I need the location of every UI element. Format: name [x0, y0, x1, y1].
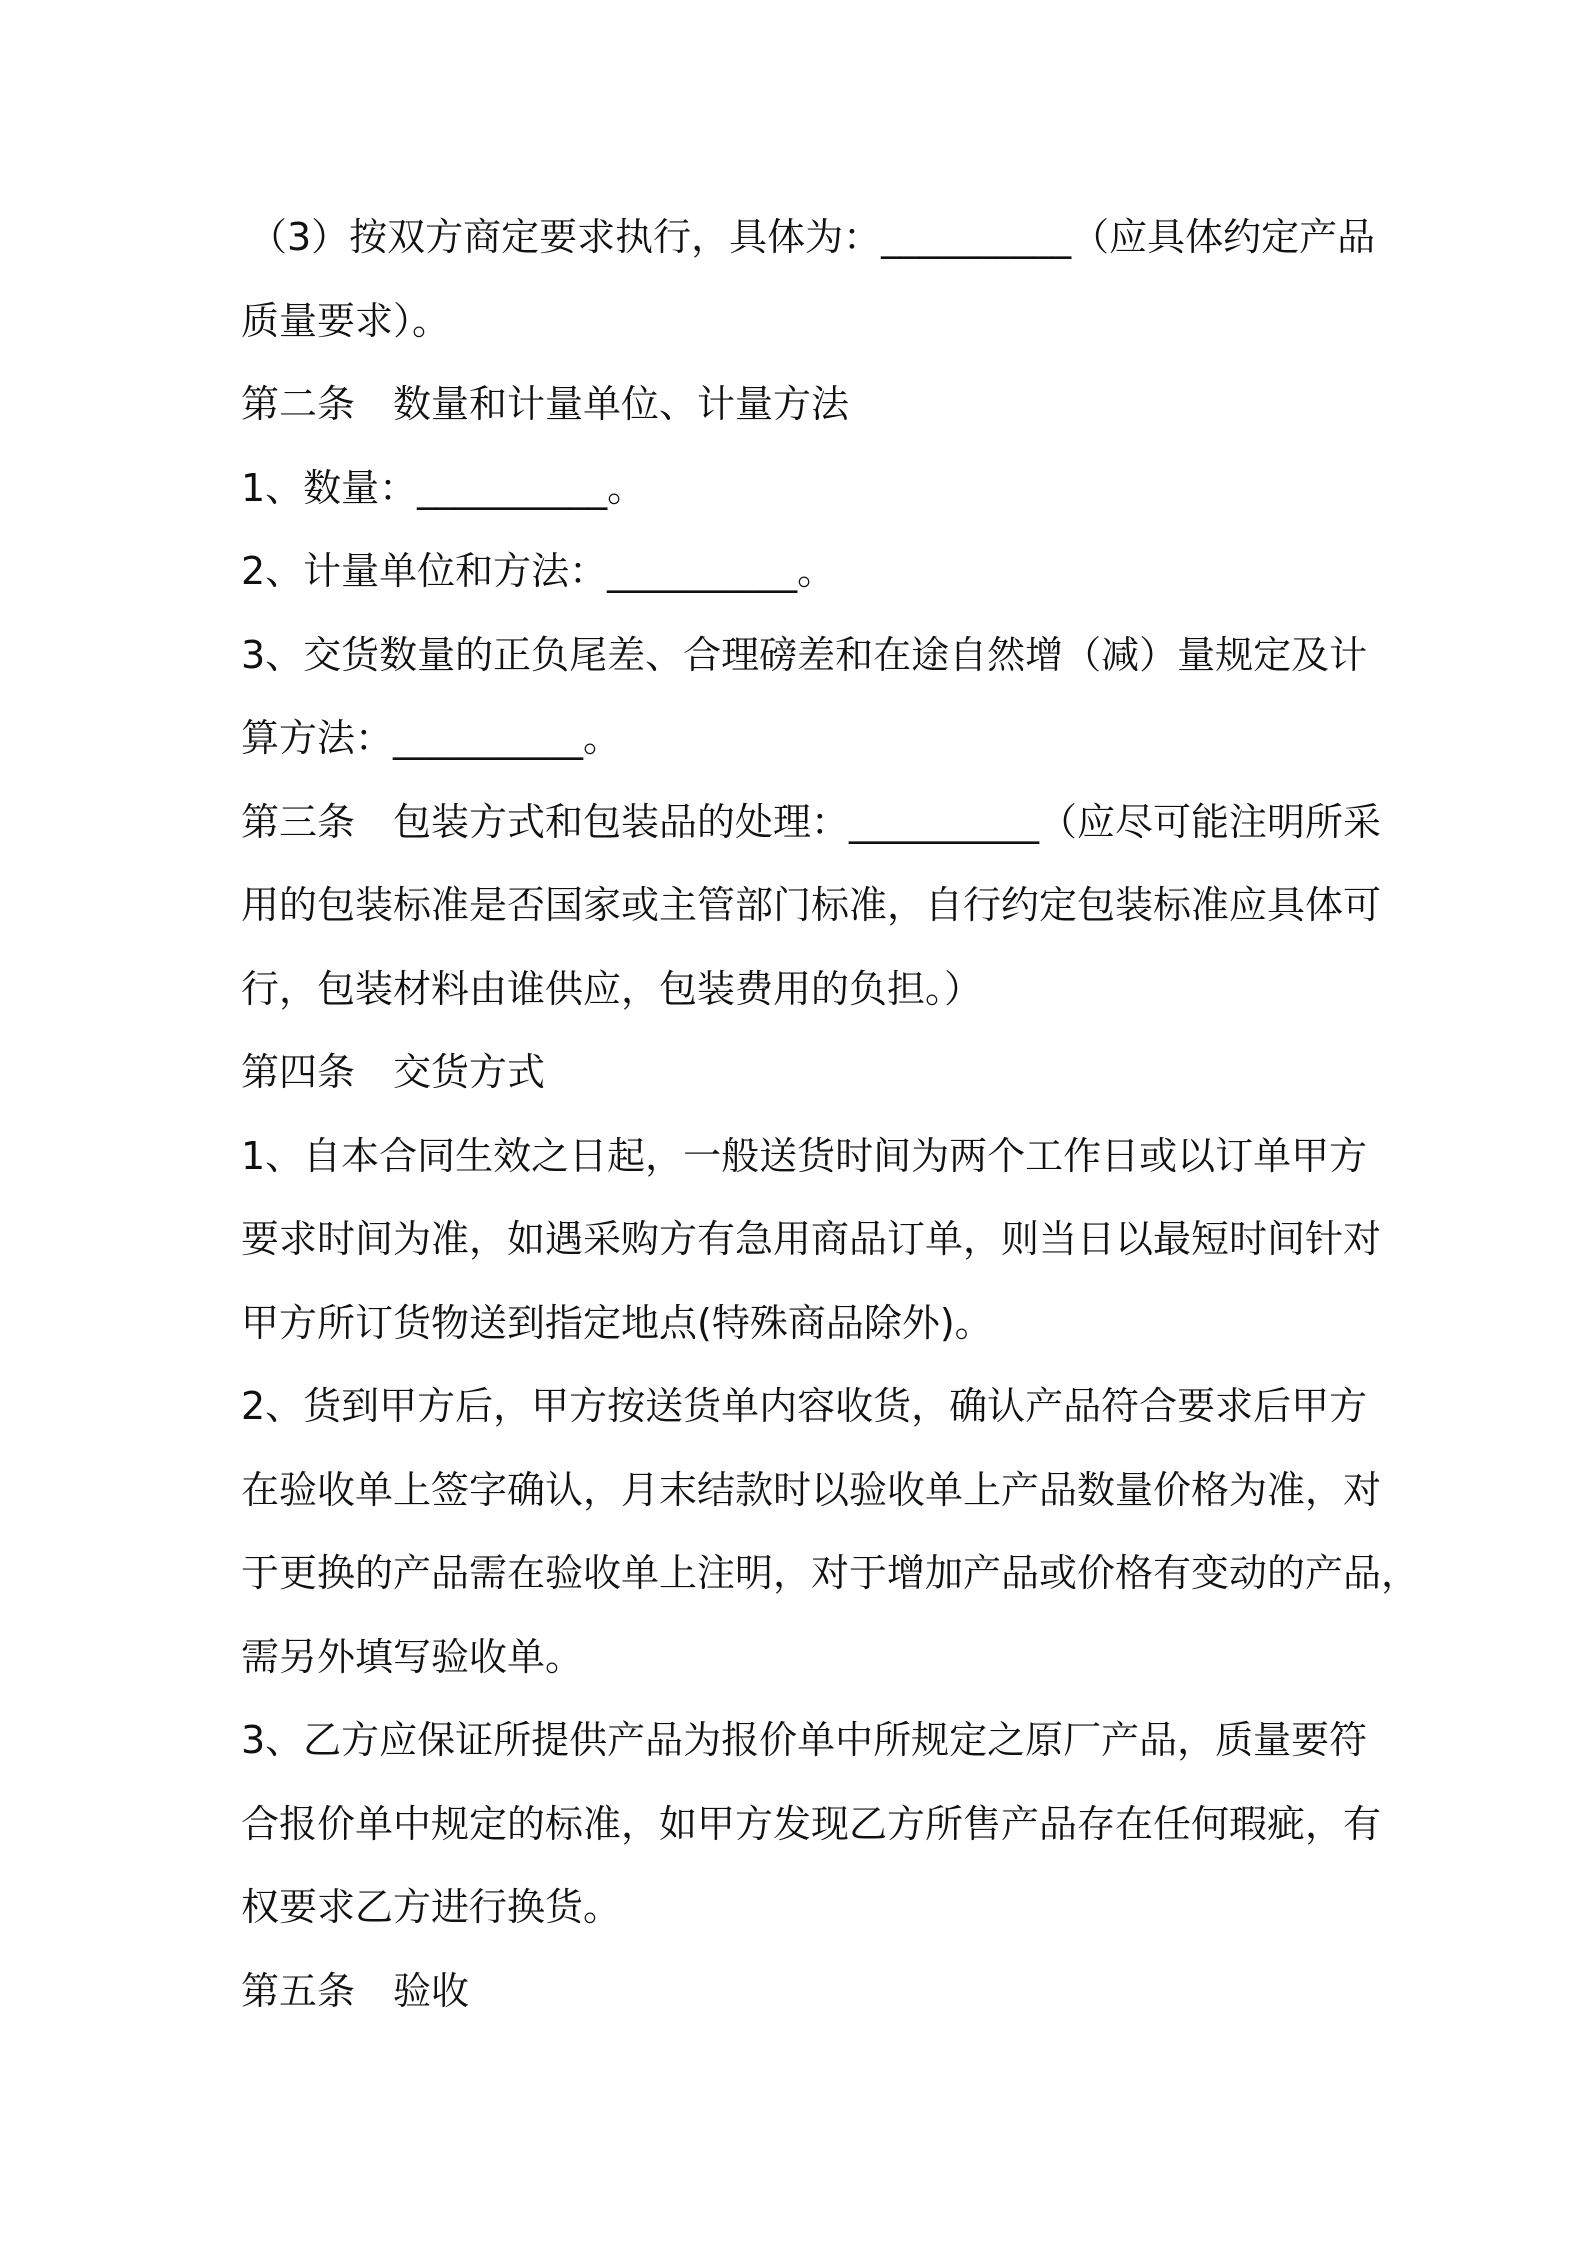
paragraph-line: 2、货到甲方后，甲方按送货单内容收货，确认产品符合要求后甲方	[241, 1384, 1368, 1428]
paragraph-line: 要求时间为准，如遇采购方有急用商品订单，则当日以最短时间针对	[241, 1217, 1382, 1261]
document-body	[241, 196, 1420, 2033]
paragraph-line: 需另外填写验收单。	[241, 1634, 584, 1679]
article-heading: 第五条 验收	[241, 1968, 470, 2013]
paragraph-line: 于更换的产品需在验收单上注明，对于增加产品或价格有变动的产品，	[241, 1551, 1420, 1595]
paragraph-line: 权要求乙方进行换货。	[241, 1885, 622, 1929]
paragraph-line: 甲方所订货物送到指定地点(特殊商品除外)。	[241, 1300, 993, 1345]
paragraph-line: 行，包装材料由谁供应，包装费用的负担。）	[241, 966, 983, 1011]
article-heading: 第四条 交货方式	[241, 1050, 546, 1094]
paragraph-line: （3）按双方商定要求执行，具体为：__________（应具体约定产品	[249, 215, 1376, 259]
paragraph-line: 合报价单中规定的标准，如甲方发现乙方所售产品存在任何瑕疵，有	[241, 1801, 1382, 1846]
paragraph-line: 2、计量单位和方法：__________。	[241, 549, 836, 593]
article-heading: 第二条 数量和计量单位、计量方法	[241, 382, 850, 426]
paragraph-line: 在验收单上签字确认，月末结款时以验收单上产品数量价格为准，对	[241, 1467, 1382, 1512]
article-heading: 第三条 包装方式和包装品的处理：__________（应尽可能注明所采	[241, 799, 1382, 844]
paragraph-line: 用的包装标准是否国家或主管部门标准，自行约定包装标准应具体可	[241, 883, 1382, 927]
paragraph-line: 算方法：__________。	[241, 716, 622, 760]
paragraph-line: 1、数量：__________。	[241, 465, 646, 510]
paragraph-line: 3、交货数量的正负尾差、合理磅差和在途自然增（减）量规定及计	[241, 632, 1368, 677]
paragraph-line: 1、自本合同生效之日起，一般送货时间为两个工作日或以订单甲方	[241, 1133, 1368, 1178]
paragraph-line: 3、乙方应保证所提供产品为报价单中所规定之原厂产品，质量要符	[241, 1718, 1368, 1762]
paragraph-line: 质量要求）。	[241, 298, 451, 343]
